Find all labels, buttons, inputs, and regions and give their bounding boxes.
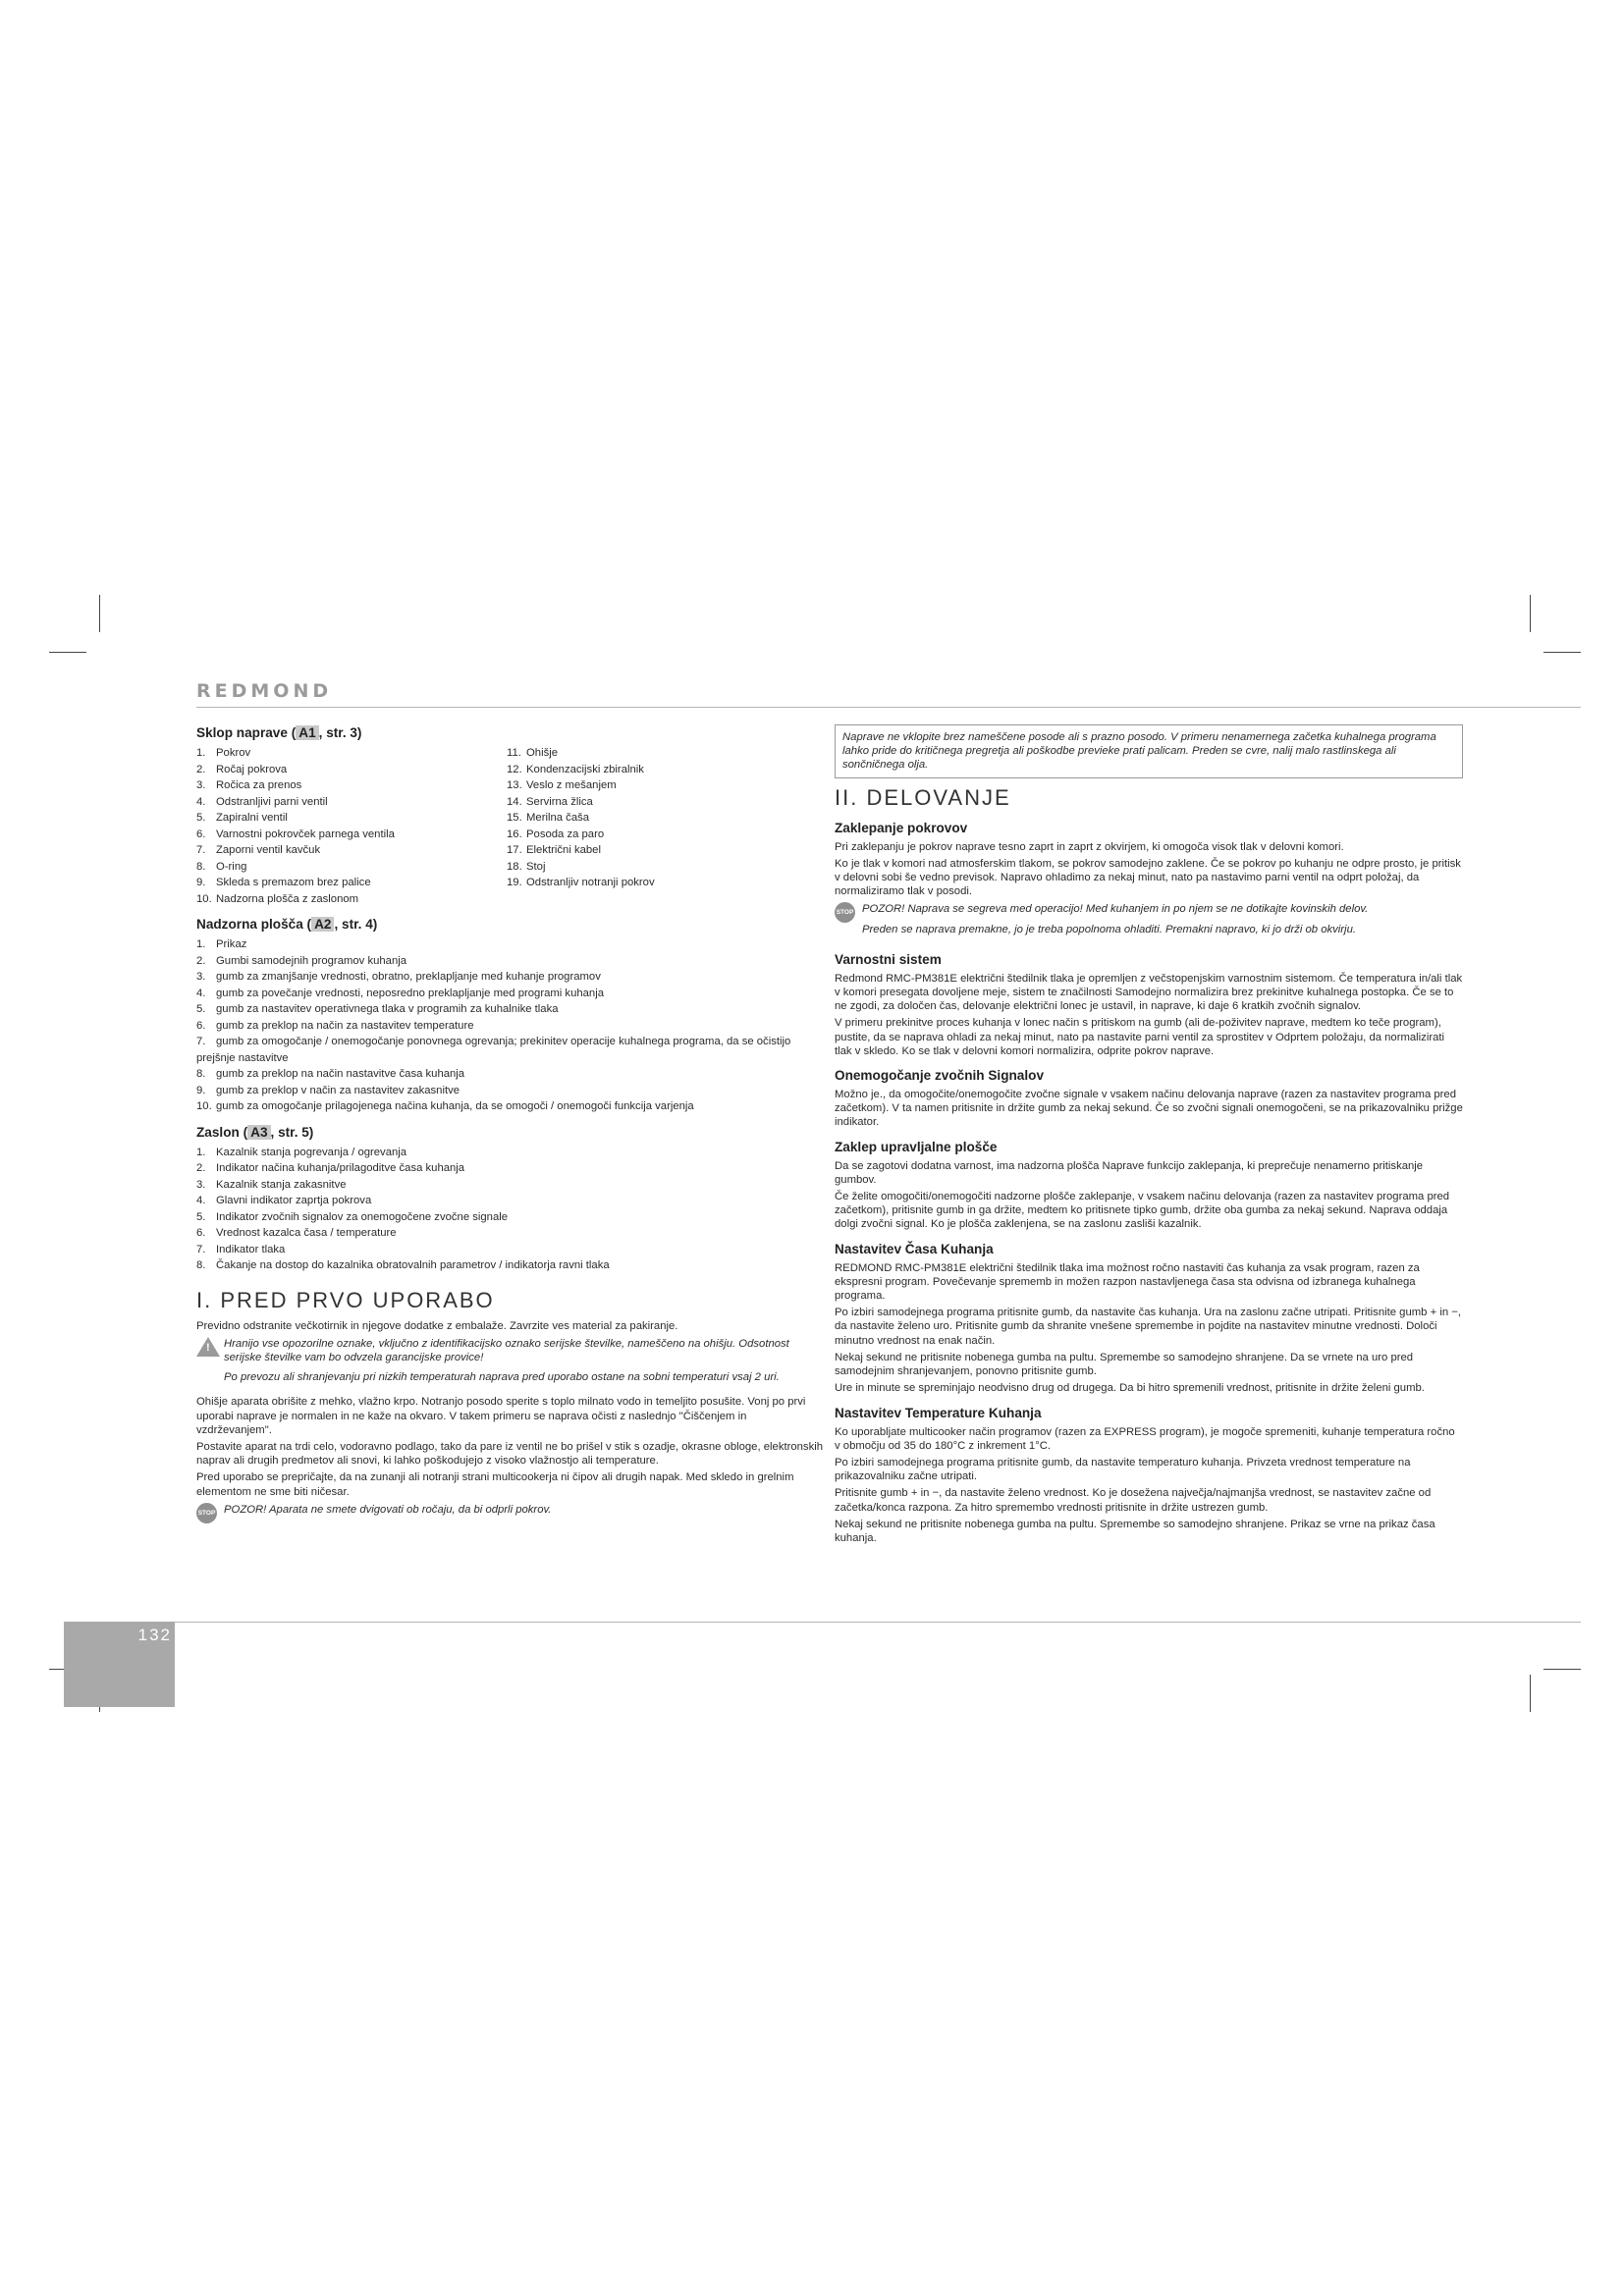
list-item: 8. O-ring <box>196 860 247 873</box>
list-item: 8. Čakanje na dostop do kazalnika obratovalnih parametrov / indikatorja ravni tlaka <box>196 1259 610 1271</box>
list-item: 7. Zaporni ventil kavčuk <box>196 844 321 856</box>
zaklep-heading: Zaklep upravljalne plošče <box>835 1139 998 1154</box>
list-item: 6. gumb za preklop na način za nastavitev temperature <box>196 1019 474 1032</box>
list-item: 12. Kondenzacijski zbiralnik <box>507 763 644 775</box>
crop-mark <box>1530 595 1531 632</box>
list-item: 4. Odstranljivi parni ventil <box>196 795 328 808</box>
paragraph: Previdno odstranite večkotirnik in njegove dodatke z embalaže. Zavrzite ves material za pakiranje. <box>196 1319 678 1332</box>
crop-mark <box>1543 1669 1581 1670</box>
list-item: 2. Gumbi samodejnih programov kuhanja <box>196 954 407 967</box>
list-item: 18. Stoj <box>507 860 546 873</box>
onemogocanje-heading: Onemogočanje zvočnih Signalov <box>835 1068 1045 1084</box>
stop-note: STOP POZOR! Aparata ne smete dvigovati ob ročaju, da bi odprli pokrov. <box>196 1503 825 1523</box>
page-number-tab <box>64 1622 175 1707</box>
brand-logo: REDMOND <box>196 680 333 702</box>
zaslon-heading: Zaslon ( A3 , str. 5) <box>196 1124 314 1140</box>
nadzorna-heading: Nadzorna plošča ( A2 , str. 4) <box>196 917 378 932</box>
list-item: 1. Prikaz <box>196 938 247 950</box>
sklop-list-b <box>507 745 817 891</box>
list-item: 5. Zapiralni ventil <box>196 812 288 824</box>
crop-mark <box>99 595 100 632</box>
paragraph: Postavite aparat na trdi celo, vodoravno podlago, tako da pare iz ventil ne bo prišel v stik s ozadje, okrasne obloge, elektronskih naprav ali drugih predmetov ali snovi, ki lahko poškodujejo z visoko vlažnostjo ali temperature. <box>196 1440 824 1468</box>
list-item: 10. gumb za omogočanje prilagojenega načina kuhanja, da se omogoči / onemogoči funkcija varjenja <box>196 1100 694 1112</box>
list-item: 6. Vrednost kazalca časa / temperature <box>196 1227 397 1239</box>
list-item: 11. Ohišje <box>507 747 559 759</box>
header-rule <box>196 707 1581 708</box>
list-item: 3. Ročica za prenos <box>196 779 302 791</box>
list-item: 5. gumb za nastavitev operativnega tlaka v programih za kuhalnike tlaka <box>196 1003 559 1015</box>
sklop-list-a <box>196 745 507 907</box>
list-item: 2. Ročaj pokrova <box>196 763 288 775</box>
zaslon-list <box>196 1145 825 1274</box>
stop-icon: STOP <box>196 1503 217 1523</box>
crop-mark <box>1543 652 1581 653</box>
warning-note: ! Hranijo vse opozorilne oznake, vključno z identifikacijsko oznako serijske številke, nameščeno na ohišju. Odsotnost serijske številke vam bo odvzela garancijske provice! Po prevozu ali shranjevanju pri nizkih temperaturah naprava pred uporabo ostane na sobni temperaturi vsaj 2 uri. <box>196 1337 825 1391</box>
notice-box: Naprave ne vklopite brez nameščene posode ali s prazno posodo. V primeru nenamernega začetka kuhalnega programa lahko pride do kritičnega pregretja ali poškodbe previeke prati palicam. Preden se cvre, nalij malo rastlinskega ali sončničnega olja. <box>835 724 1463 778</box>
list-item: 7. Indikator tlaka <box>196 1243 286 1255</box>
list-item: 14. Servirna žlica <box>507 795 593 808</box>
stop-note: STOP POZOR! Naprava se segreva med operacijo! Med kuhanjem in po njem se ne dotikajte kovinskih delov. Preden se naprava premakne, jo je treba popolnoma ohladiti. Premakni napravo, ki jo drži ob okvirju. <box>836 903 1369 935</box>
list-item: 1. Pokrov <box>196 747 251 759</box>
list-item: 16. Posoda za paro <box>507 828 605 840</box>
section-title-delovanje: II. DELOVANJE <box>835 784 1011 810</box>
stop-icon: STOP <box>835 902 855 923</box>
list-item: 19. Odstranljiv notranji pokrov <box>507 877 655 888</box>
crop-mark <box>49 652 86 653</box>
list-item: 9. Skleda s premazom brez palice <box>196 877 371 888</box>
list-item: 15. Merilna čaša <box>507 812 590 824</box>
list-item: 2. Indikator načina kuhanja/prilagoditve časa kuhanja <box>196 1162 465 1174</box>
warning-icon: ! <box>196 1337 220 1357</box>
temperatura-heading: Nastavitev Temperature Kuhanja <box>835 1405 1042 1420</box>
sklop-heading: Sklop naprave ( A1 , str. 3) <box>196 725 362 740</box>
list-item: 5. Indikator zvočnih signalov za onemogočene zvočne signale <box>196 1210 509 1223</box>
list-item: 3. gumb za zmanjšanje vrednosti, obratno, preklapljanje med kuhanje programov <box>196 971 601 983</box>
left-column <box>196 724 825 1528</box>
list-item: 1. Kazalnik stanja pogrevanja / ogrevanja <box>196 1146 407 1158</box>
page-number: 132 <box>137 1626 172 1644</box>
right-column: Naprave ne vklopite brez nameščene posode ali s prazno posodo. V primeru nenamernega začetka kuhalnega programa lahko pride do kritičnega pregretja ali poškodbe previeke prati palicam. Preden se cvre, nalij malo rastlinskega ali sončničnega olja. II. DELOVANJE Zaklepanje pokrovov Pri zaklepanju je pokrov naprave tesno zaprt in zaprt z okvirjem, ki omogoča visok tlak v delovni komori. Ko je tlak v komori nad atmosferskim tlakom, se pokrov samodejno zaklene. Če se pokrov po kuhanju ne odpre prosto, je pritisk v delovni sobi še vedno previsok. Napravo ohladimo za nekaj minut, nato pa nastavimo parni ventil na odprt položaj, da normaliziramo tlak v posodi. STOP POZOR! Naprava se segreva med operacijo! Med kuhanjem in po njem se ne dotikajte kovinskih delov. Preden se naprava premakne, jo je treba popolnoma ohladiti. Premakni napravo, ki jo drži ob okvirju. Varnostni sistem Redmond RMC-PM381E električni štedilnik tlaka je opremljen z večstopenjskim varnostnim sistemom. Če temperatura in/ali tlak v komori presegata dovoljene meje, sistem te značilnosti Samodejno normalizira brez prekinitve kuhalnega postopka. Če se to ne zgodi, za določen čas, delovanje električni lonec je ustavil, in naprave, ki daje 6 kratkih zvočnih signalov. V primeru prekinitve proces kuhanja v lonec način s pritiskom na gumb (ali de-poživitev naprave, medtem ko teče program), pustite, da se naprava ohladi za nekaj minut, nato pa nastavite parni ventil za sprostitev v Odprtem položaju, da normalizirati tlak v skledo. Ko se tlak v delovni komori normalizira, odprite pokrov naprave. Onemogočanje zvočnih Signalov Možno je., da omogočite/onemogočite zvočne signale v vsakem načinu delovanja naprave (razen za nastavitev programa pred začetkom). V ta namen pritisnite in držite gumb za nekaj sekund. Če so zvočni signali onemogočeni, se na prikazovalniku prižge indikator. Zaklep upravljalne plošče Da se zagotovi dodatna varnost, ima nadzorna plošča Naprave funkcijo zaklepanja, ki preprečuje nenamerno pritiskanje gumbov. Če želite omogočiti/onemogočiti nadzorne plošče zaklepanje, v vsakem načinu delovanja (razen za nastavitev programa pred začetkom), pritisnite gumb in ga držite, medtem ko pritisnete tipko gumb, držite oba gumba za nekaj sekund. Naprava oddaja dolgi zvočni signal. Ko je plošča zaklenjena, se na zaslonu zasliši kazalnik. Nastavitev Časa Kuhanja REDMOND RMC-PM381E električni štedilnik tlaka ima možnost ročno nastaviti čas kuhanja za vsak program, razen za ekspresni program. Povečevanje sprememb in možen razpon nastavljenega časa sta odvisna od izbranega kuhalnega programa. Po izbiri samodejnega programa pritisnite gumb, da nastavite čas kuhanja. Ura na zaslonu začne utripati. Pritisnite gumb + in −, da nastavite želeno uro. Pritisnite gumb da shranite vnešene spremembe in pojdite na nastavitev minutne vrednosti. Določi minutno vrednost na enak način. Nekaj sekund ne pritisnite nobenega gumba na pultu. Spremembe so samodejno shranjene. Da se vrnete na uro pred samodejnim shranjevanjem, ponovno pritisnite gumb. Ure in minute se spreminjajo neodvisno drug od drugega. Da bi hitro spremenili vrednost, pritisnite in držite želeni gumb. Nastavitev Temperature Kuhanja Ko uporabljate multicooker način programov (razen za EXPRESS program), je mogoče spremeniti, kuhanje temperatura ročno v območju od 35 do 180°C z inkrement 1°C. Po izbiri samodejnega programa pritisnite gumb, da nastavite temperaturo kuhanja. Privzeta vrednost temperature na prikazovalniku začne utripati. Pritisnite gumb + in −, da nastavite želeno vrednost. Ko je dosežena največja/najmanjša vrednost, se nastavitev začne od začetka/konca razpona. Za hitro spremembo vrednosti pritisnite in držite ustrezen gumb. Nekaj sekund ne pritisnite nobenega gumba na pultu. Spremembe so samodejno shranjene. Prikaz se vrne na prikaz časa kuhanja. <box>835 724 1463 1548</box>
list-item: 17. Električni kabel <box>507 844 601 856</box>
varnostni-heading: Varnostni sistem <box>835 951 942 967</box>
list-item: 8. gumb za preklop na način nastavitve časa kuhanja <box>196 1068 465 1080</box>
crop-mark <box>1530 1675 1531 1712</box>
sklop-list <box>196 745 825 907</box>
nadzorna-list <box>196 936 825 1115</box>
paragraph: Ohišje aparata obrišite z mehko, vlažno krpo. Notranjo posodo sperite s toplo milnato vodo in temeljito posušite. Vonj po prvi uporabi naprave je normalen in ne kaže na okvaro. V takem primeru se naprava očisti z naslednjo "Čiščenjem in vzdrževanjem". <box>196 1396 806 1436</box>
zaklepanje-heading: Zaklepanje pokrovov <box>835 820 968 835</box>
cas-heading: Nastavitev Časa Kuhanja <box>835 1241 994 1256</box>
list-item: 4. gumb za povečanje vrednosti, neposredno preklapljanje med programi kuhanja <box>196 987 605 999</box>
list-item: 4. Glavni indikator zaprtja pokrova <box>196 1195 372 1206</box>
section-title-pred: I. PRED PRVO UPORABO <box>196 1287 495 1312</box>
list-item: 13. Veslo z mešanjem <box>507 779 617 791</box>
paragraph: Pred uporabo se prepričajte, da na zunanji ali notranji strani multicookerja ni čipov ali drugih napak. Med skledo in grelnim elementom ne sme biti ničesar. <box>196 1471 794 1498</box>
list-item: 9. gumb za preklop v način za nastavitev zakasnitve <box>196 1084 460 1096</box>
footer-rule <box>175 1622 1581 1623</box>
list-item: 10. Nadzorna plošča z zaslonom <box>196 892 359 905</box>
list-item: 6. Varnostni pokrovček parnega ventila <box>196 828 395 840</box>
list-item: 7. gumb za omogočanje / onemogočanje ponovnega ogrevanja; prekinitev operacije kuhalnega programa, da se očistijo prejšnje nastavitve <box>196 1036 791 1064</box>
list-item: 3. Kazalnik stanja zakasnitve <box>196 1178 347 1191</box>
